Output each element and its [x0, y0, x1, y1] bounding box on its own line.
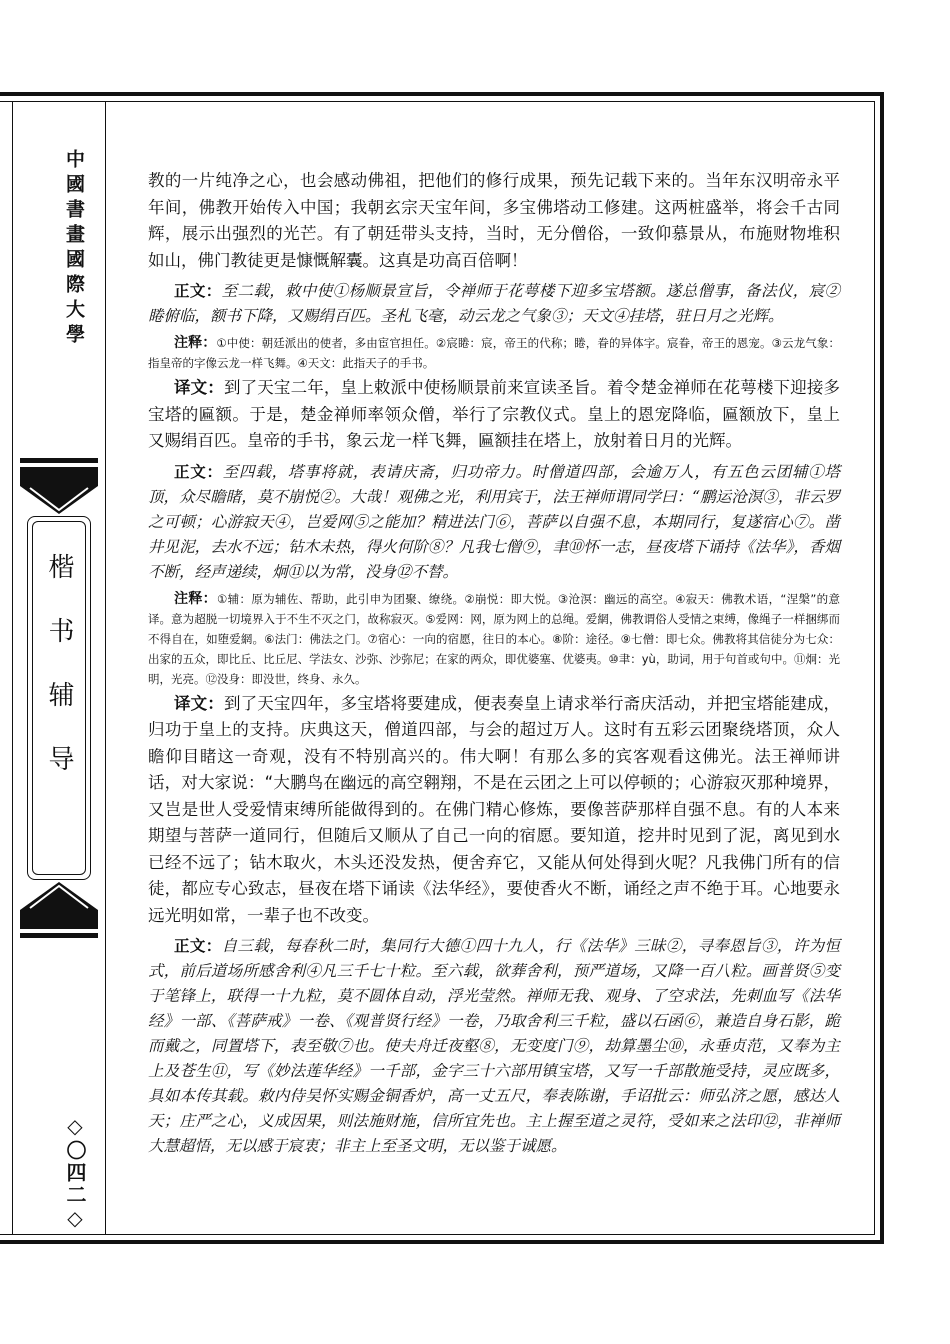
label-cap-bottom-ornament — [20, 878, 98, 938]
section-label: 楷书辅导 — [44, 553, 74, 809]
sidebar-rule-left — [12, 101, 13, 1235]
original-label: 正文： — [174, 461, 223, 481]
translation-continued: 教的一片纯净之心，也会感动佛祖，把他们的修行成果，预先记载下来的。当年东汉明帝永平年间，佛教开始传入中国；我朝玄宗天宝年间，多宝佛塔动工修建。这两桩盛举，将会千古同辉，展示出强烈的光芒。有了朝廷带头支持，当时，无分僧俗，一致仰慕景从，布施财物堆积如山，佛门教徒更是慷慨解囊。这真是功高百倍啊！ — [148, 171, 840, 270]
annotation-body: ①辅：原为辅佐、帮助，此引申为团聚、缭绕。②崩悦：即大悦。③沧溟：幽远的高空。④寂天：佛教术语，“涅槃”的意译。意为超脱一切境界入于不生不灭之门，故称寂灭。⑤爱网：网，原为网上的总绳。爱網，佛教谓俗人受情之束缚，像绳子一样捆绑而不得自在，如堕爱網。⑥法门：佛法之门。⑦宿心：一向的宿愿，往日的本心。⑧阶：途径。⑨七僧：即七众。佛教将其信徒分为七众：出家的五众，即比丘、比丘尼、学法女、沙弥、沙弥尼；在家的两众，即优婆塞、优婆夷。⑩聿：yù，助词，用于句首或句中。⑪炯：光明，光亮。⑫没身：即没世，终身、永久。 — [148, 591, 840, 686]
annotation-label: 注释： — [174, 590, 218, 607]
translation-2 — [148, 691, 840, 930]
translation-1 — [148, 375, 840, 455]
original-body: 至二载，敕中使①杨顺景宣旨，令禅师于花萼楼下迎多宝塔额。遂总僧事，备法仪，宸②睠俯临，额书下降，又赐绢百匹。圣札飞毫，动云龙之气象③；天文④挂塔，驻日月之光辉。 — [148, 282, 840, 325]
main-text — [148, 168, 840, 1159]
translation-body: 到了天宝二年，皇上敕派中使杨顺景前来宣读圣旨。着令楚金禅师在花萼楼下迎接多宝塔的匾额。于是，楚金禅师率领众僧，举行了宗教仪式。皇上的恩宠降临，匾额放下，皇上又赐绢百匹。皇帝的手书，象云龙一样飞舞，匾额挂在塔上，放射着日月的光辉。 — [148, 378, 841, 450]
original-text-3 — [148, 933, 840, 1159]
original-body: 自三载，每春秋二时，集同行大德①四十九人，行《法华》三昧②，寻奉恩旨③，许为恒式，前后道场所感舍利④凡三千七十粒。至六载，欲葬舍利，预严道场，又降一百八粒。画普贤⑤变于笔锋上，联得一十九粒，莫不圆体自动，浮光莹然。禅师无我、观身、了空求法，先刺血写《法华经》一部、《菩萨戒》一卷、《观普贤行经》一卷，乃取舍利三千粒，盛以石函⑥，兼造自身石影，跪而戴之，同置塔下，表至敬⑦也。使夫舟迁夜壑⑧，无变度门⑨，劫算墨尘⑩，永垂贞范，又奉为主上及苍生⑪，写《妙法莲华经》一千部，金字三十六部用镇宝塔，又写一千部散施受持，灵应既多，具如本传其载。敕内侍吴怀实赐金铜香炉，高一丈五尺，奉表陈谢，手诏批云：师弘济之愿，感达人天；庄严之心，义成因果，则法施财施，信所宜先也。主上握至道之灵符，受如来之法印⑫，非禅师大慧超悟，无以感于宸衷；非主上至圣文明，无以鉴于诚愿。 — [148, 937, 840, 1155]
translation-label: 译文： — [174, 378, 224, 397]
section-label-box — [20, 458, 98, 938]
original-text-1 — [148, 278, 840, 329]
original-body: 至四载，塔事将就，表请庆斋，归功帝力。时僧道四部，会逾万人，有五色云团辅①塔顶，众尽瞻睹，莫不崩悦②。大哉！观佛之光，利用宾于，法王禅师谓同学曰：“鹏运沧溟③，非云罗之可顿；心游寂天④，岂爱网⑤之能加？精进法门⑥，菩萨以自强不息，本期同行，复遂宿心⑦。凿井见泥，去水不远；钻木未热，得火何阶⑧？凡我七僧⑨，聿⑩怀一志，昼夜塔下诵持《法华》，香烟不断，经声递续，炯⑪以为常，没身⑫不替。 — [148, 462, 840, 581]
annotation-body: ①中使：朝廷派出的使者，多由宦官担任。②宸睠：宸，帝王的代称；睠，眷的异体字。宸眷，帝王的恩宠。③云龙气象：指皇帝的字像云龙一样飞舞。④天文：此指天子的手书。 — [148, 336, 840, 370]
sidebar-rule-right — [105, 101, 106, 1235]
annotation-1 — [148, 333, 840, 373]
annotation-2 — [148, 589, 840, 689]
original-label: 正文： — [174, 281, 222, 300]
annotation-label: 注释： — [174, 335, 217, 351]
translation-body: 到了天宝四年，多宝塔将要建成，便表奏皇上请求举行斋庆活动，并把宝塔能建成，归功于皇上的支持。庆典这天，僧道四部，与会的超过万人。这时有五彩云团聚绕塔顶，众人瞻仰目睹这一奇观，没有不特别高兴的。伟大啊！有那么多的宾客观看这佛光。法王禅师讲话，对大家说：“大鹏鸟在幽远的高空翱翔，不是在云团之上可以停顿的；心游寂灭那种境界，又岂是世人受爱情束缚所能做得到的。在佛门精心修炼，要像菩萨那样自强不息。有的人本来期望与菩萨一道同行，但随后又顺从了自己一向的宿愿。要知道，挖井时见到了泥，离见到水已经不远了；钻木取火，木头还没发热，便舍弃它，又能从何处得到火呢？凡我佛门所有的信徒，都应专心致志，昼夜在塔下诵读《法华经》，要使香火不断，诵经之声不绝于耳。心地要永远光明如常，一辈子也不改变。 — [148, 693, 841, 925]
page-number: ◇〇四二◇ — [63, 1114, 87, 1232]
translation-label: 译文： — [174, 693, 224, 713]
original-text-2 — [148, 459, 840, 585]
original-label: 正文： — [174, 936, 222, 955]
sidebar — [0, 101, 105, 1235]
label-cap-top-ornament — [20, 458, 98, 518]
series-title: 中國書畫國際大學 — [63, 149, 85, 349]
